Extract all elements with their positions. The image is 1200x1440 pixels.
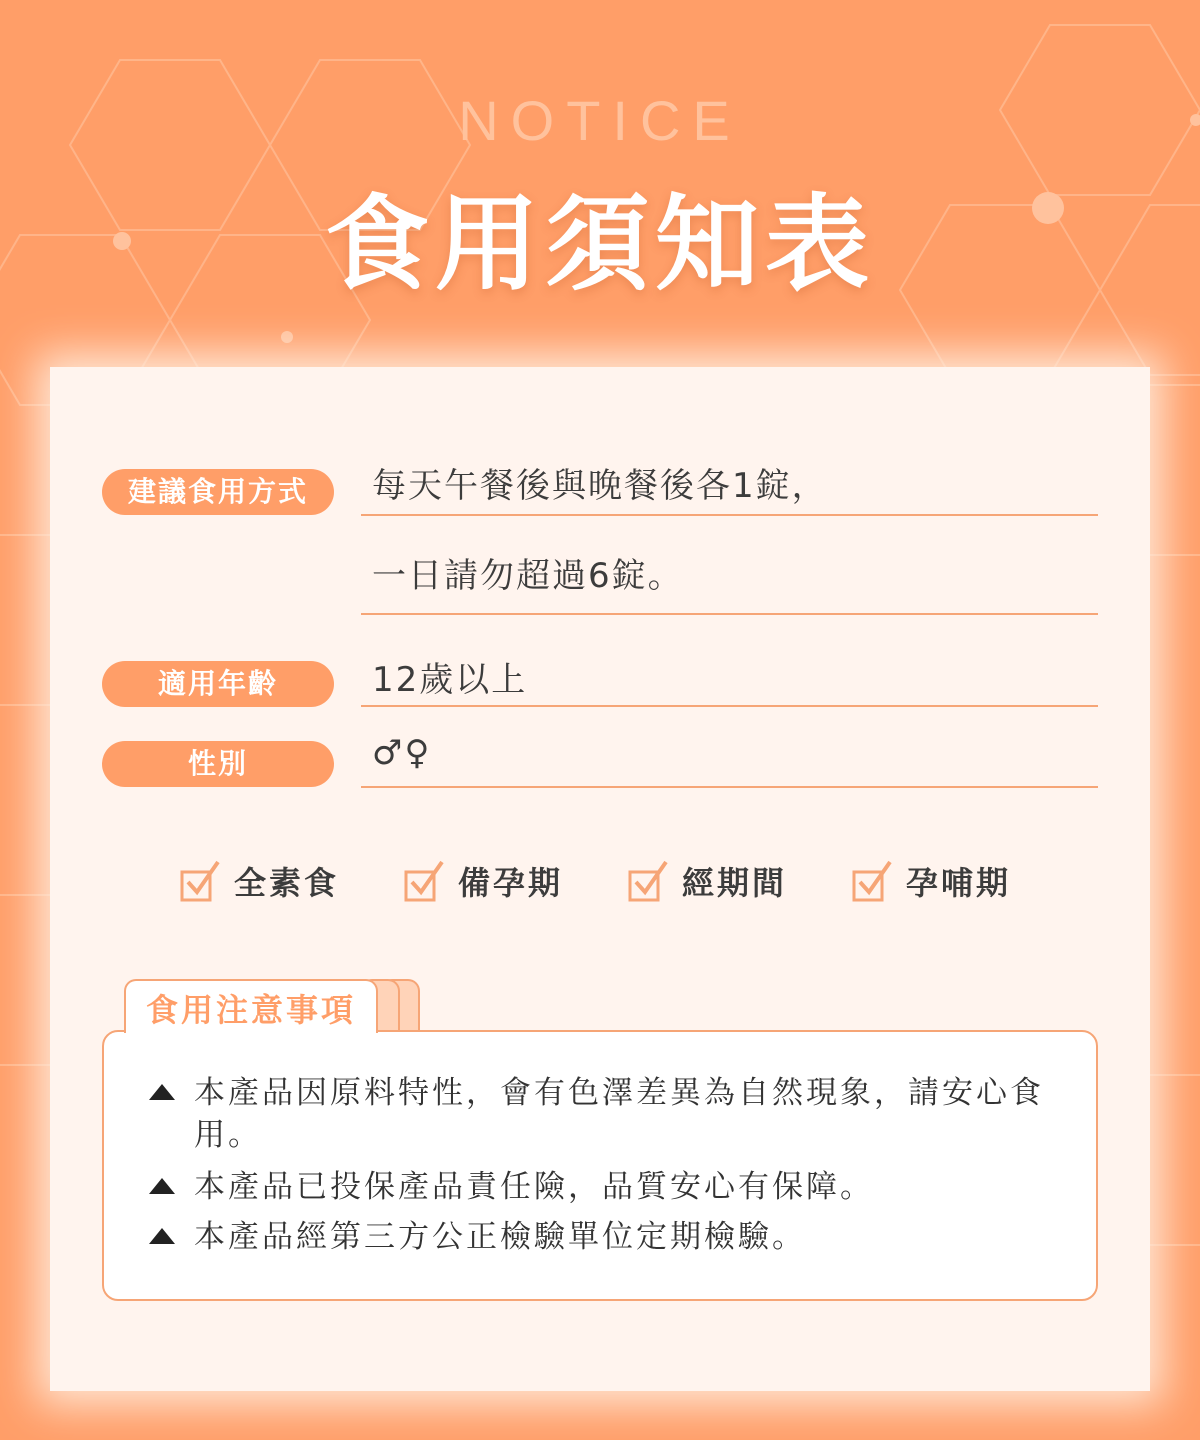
usage-line-2: 一日請勿超過6錠。: [372, 556, 684, 596]
checkbox-checked-icon: [402, 858, 448, 904]
note-item: 本產品經第三方公正檢驗單位定期檢驗。: [149, 1216, 1066, 1258]
divider: [361, 514, 1098, 516]
checkbox-checked-icon: [626, 858, 672, 904]
check-vegan: [178, 858, 339, 904]
divider: [361, 613, 1098, 615]
gender-label: 性別: [102, 741, 334, 787]
usage-line-1: 每天午餐後與晚餐後各1錠，: [372, 466, 828, 506]
age-value: 12歲以上: [372, 660, 528, 700]
gender-value: ♂♀: [372, 733, 432, 773]
check-label: 孕哺期: [906, 864, 1012, 902]
usage-label: 建議食用方式: [102, 469, 334, 515]
triangle-bullet-icon: [149, 1228, 175, 1244]
divider: [361, 705, 1098, 707]
check-pregnancy-prep: [402, 858, 563, 904]
checkbox-checked-icon: [178, 858, 224, 904]
check-label: 備孕期: [458, 864, 564, 902]
page-title: 食用須知表: [324, 183, 875, 305]
check-label: 全素食: [234, 864, 340, 902]
notes-tab-label: 食用注意事項: [124, 979, 378, 1033]
note-item: 本產品因原料特性，會有色澤差異為自然現象，請安心食用。: [149, 1072, 1066, 1156]
divider: [361, 786, 1098, 788]
note-item: 本產品已投保產品責任險，品質安心有保障。: [149, 1166, 1066, 1208]
check-pregnancy-nursing: [850, 858, 1011, 904]
triangle-bullet-icon: [149, 1178, 175, 1194]
check-menstrual: [626, 858, 787, 904]
check-label: 經期間: [682, 864, 788, 902]
notice-eyebrow: NOTICE: [458, 89, 742, 152]
age-label: 適用年齡: [102, 661, 334, 707]
notes-box: [102, 1030, 1098, 1301]
triangle-bullet-icon: [149, 1084, 175, 1100]
checkbox-checked-icon: [850, 858, 896, 904]
